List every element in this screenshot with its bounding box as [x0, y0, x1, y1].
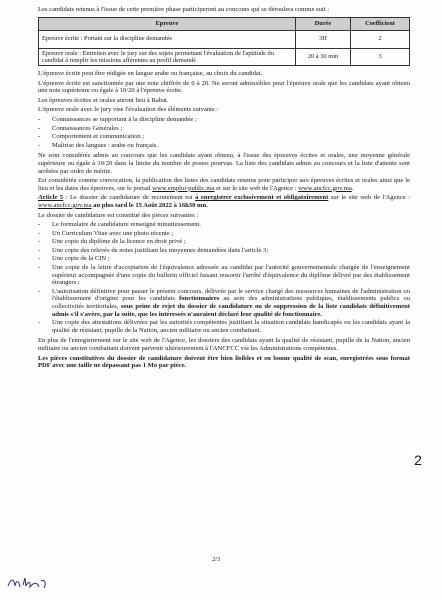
- table-row: [39, 48, 410, 65]
- margin-marker: 2: [406, 449, 430, 471]
- article5-text2: sur le site web de l'Agence :: [328, 194, 410, 202]
- list-item: - Une copie de la CIN ;: [38, 255, 410, 263]
- dossier-intro: Le dossier de candidature est constitué des pièces suivantes :: [38, 211, 199, 219]
- list-item: - Un Curriculum Vitae avec une photo récente ;: [38, 230, 410, 238]
- document-body: [38, 6, 410, 372]
- portal-link[interactable]: www.emploi-public.ma: [152, 184, 215, 192]
- convocation-text: Est considérée comme convocation, la publication des listes des candidats retenus pour participer aux épreuves écrites et orales ainsi que le lieu et les dates des épreuves, sur le portail: [38, 177, 410, 192]
- autorisation-fonctionnaires: fonctionnaires: [179, 295, 220, 303]
- header-coefficient: Coefficient: [351, 17, 410, 30]
- site-link[interactable]: www.ancfcc.gov.ma: [38, 201, 92, 209]
- row-duree: 3H: [296, 30, 351, 48]
- paragraph: L'épreuve orale avec le jury vise l'évaluation des éléments suivants :: [38, 106, 218, 114]
- closing-paragraph: En plus de l'enregistrement sur le site web de l'Agence, les dossiers des candidats ayant la qualité de résistant, pupille de la Nation, ancien militaire ou ancien combattant doivent parvenir ultérieurement à l'ANCFCC via les Administrations compétentes.: [38, 337, 410, 352]
- table-row: [39, 30, 410, 48]
- list-item: - Maîtrise des langues : arabe ou français.: [38, 142, 410, 150]
- row-epreuve: Epreuve orale : Entretien avec le jury sur des sujets permettant l'évaluation de l'aptitude du candidat à remplir les missions afférentes au profil demandé: [39, 48, 296, 65]
- row-epreuve: Epreuve écrite : Portant sur la discipline demandée: [39, 30, 296, 48]
- convocation-mid: et sur le site web de l'Agence :: [214, 184, 299, 192]
- list-item: - Comportement et communication ;: [38, 133, 410, 141]
- autorisation-text: L'autorisation définitive pour passer le présent concours, délivrée par le service chargé des ressources humaines de l'administration ou l'établissement d'origine pour les candidats: [52, 287, 410, 303]
- article5-deadline: au plus tard le 15 Août 2022 à 16h30 mn.: [91, 201, 208, 209]
- row-coefficient: 2: [351, 30, 410, 48]
- list-item: - Une copie du diplôme de la licence en droit privé ;: [38, 238, 410, 246]
- paragraph: L'épreuve écrite peut être rédigée en langue arabe ou française, au choix du candidat.: [38, 70, 263, 77]
- article5-text: : Le dossier de candidature de recrutement est: [63, 194, 196, 202]
- row-coefficient: 3: [351, 48, 410, 65]
- list-item: - Connaissances se rapportant à la discipline demandée ;: [38, 116, 410, 124]
- page-number: 2/3: [212, 556, 221, 563]
- header-epreuve: Epreuve: [39, 17, 296, 30]
- pieces-list: [38, 221, 410, 334]
- intro-paragraph: Les candidats retenus à l'issue de cette première phase participeront au concours qui se déroulera comme suit :: [38, 6, 330, 13]
- admission-paragraph: Ne sont considérés admis au concours que les candidats ayant obtenu, à l'issue des épreuves écrites et orales, une moyenne générale supérieure ou égale à 10/20 dans la limite du nombre de postes pourvus. La liste des candidats admis au concours et la liste d'attente sont arrêtées par ordre de mérite.: [38, 152, 410, 175]
- header-duree: Durée: [296, 17, 351, 30]
- list-item: - Le formulaire de candidature renseigné minutieusement.: [38, 221, 410, 229]
- list-item: - Connaissances Générales ;: [38, 125, 410, 133]
- convocation-paragraph: [38, 177, 410, 192]
- exam-table-header: [39, 17, 410, 30]
- paragraph: Les épreuves écrites et orales auront lieu à Rabat.: [38, 96, 169, 104]
- site-link[interactable]: www.ancfcc.gov.ma: [298, 184, 352, 192]
- row-duree: 20 à 30 min: [296, 48, 351, 65]
- exam-table: [38, 17, 410, 66]
- article5-emphasis: à enregistrer exclusivement et obligatoirement: [195, 194, 329, 202]
- autorisation-text2: au sein des administrations publiques, établissements publics ou collectivités territoriales,: [52, 295, 410, 311]
- paragraph: L'épreuve écrite est sanctionnée par une note chiffrée de 0 à 20. Ne seront admissibles pour l'épreuve orale que les candidats ayant obtenu une note supérieure ou égale à 10/20 à l'épreuve écrite.: [38, 79, 410, 95]
- list-item: [38, 288, 410, 318]
- convocation-end: .: [351, 184, 354, 192]
- article5-paragraph: [38, 194, 410, 209]
- list-item: - Une copie de la lettre d'acceptation de l'équivalence adressée au candidat par l'autorité gouvernementale chargée de l'enseignement supérieur accompagnée d'une copie du bulletin officiel faisant ressortir l'arrêté d'équivalence du diplôme délivré par des établissement étrangers ;: [38, 264, 410, 287]
- list-item: - Une copie des relevés de notes justifiant les moyennes demandées dans l'article 3;: [38, 247, 410, 255]
- autorisation-warning: sous peine de rejet du dossier de candidature ou de suppression de la liste candidats définitivement admis s'il s'avère, par la suite, que les intéressés n'auraient déclaré leur qualité de fonctionnaire.: [52, 303, 410, 318]
- criteria-list: [38, 116, 410, 149]
- list-item: - Une copie des attestations délivrées par les autorités compétentes justifiant la situation candidats handicapés ou les candidats ayant la qualité de résistant, pupille de la Nation, ancien militaire ou ancien combattant.: [38, 319, 410, 334]
- final-note: Les pièces constitutives du dossier de candidature doivent être bien lisibles et en bonne qualité de scan, enregistrées sous format PDF avec une taille ne dépassant pas 1 Mo par pièce.: [38, 354, 410, 370]
- article5-label: Article 5: [38, 194, 64, 202]
- signature-icon: [6, 572, 50, 594]
